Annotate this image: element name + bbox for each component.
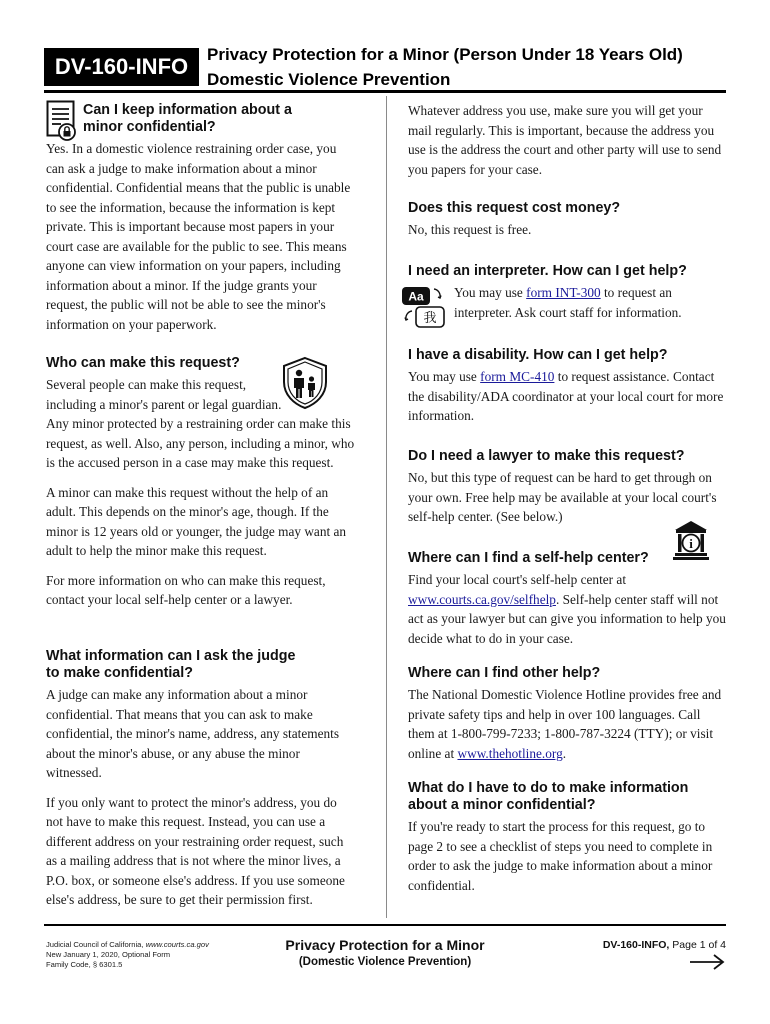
heading-line1: Can I keep information about a <box>83 102 292 118</box>
section-disability <box>408 347 726 426</box>
heading-line1: What information can I ask the judge <box>46 648 296 664</box>
paragraph-text: Find your local court's self-help center at <box>408 572 627 587</box>
paragraph: If you're ready to start the process for this request, go to page 2 to see a checklist of steps you need to complete in order to ask the judge to make information about a minor confidential. <box>408 819 713 893</box>
paragraph <box>454 283 726 322</box>
footer-right <box>540 938 726 952</box>
section-address-note <box>408 101 726 179</box>
language-translate-icon <box>400 285 448 331</box>
section-heading: Where can I find a self-help center? <box>408 550 649 566</box>
heading-line2: about a minor confidential? <box>408 797 596 813</box>
paragraph-text: You may use <box>408 369 481 384</box>
section-how-to-request <box>408 780 726 895</box>
page-title <box>207 42 747 92</box>
column-divider <box>386 96 387 918</box>
footer-revision: New January 1, 2020, Optional Form <box>46 950 171 959</box>
paragraph <box>408 367 726 426</box>
section-heading: Who can make this request? <box>46 355 240 371</box>
paragraph: A minor can make this request without the help of an adult. This depends on the minor's age, though. If the minor is 12 years old or younger, the judge may want an adult to help the minor make this request. <box>46 484 347 558</box>
courthouse-info-icon <box>672 518 710 562</box>
paragraph-text: to request an interpreter. Ask court staff for information. <box>454 285 682 320</box>
paragraph-text: to request assistance. Contact the disability/ADA coordinator at your local court for more information. <box>408 369 724 423</box>
footer-title: Privacy Protection for a Minor <box>285 937 485 953</box>
footer-publisher <box>46 940 266 950</box>
paragraph: If you only want to protect the minor's address, you do not have to make this request. Instead, you can use a different address on your restraining order request, such as a mailing address that is not where the minor lives, a P.O. box, or someone else's address. If you use someone else's address, be sure to get their permission first. <box>46 794 345 907</box>
section-lawyer <box>408 448 726 527</box>
form-id-badge: DV-160-INFO <box>44 48 199 86</box>
header-rule <box>44 90 726 93</box>
info-icon-letter: i <box>689 536 693 551</box>
section-heading <box>83 102 356 136</box>
section-self-help-center <box>408 550 726 648</box>
footer-publisher-text: Judicial Council of California, <box>46 940 146 949</box>
paragraph-text: Any minor protected by a restraining order can make this request, as well. Also, any person, including a minor, who is the accused person in a case may make this request. <box>46 416 355 470</box>
paragraph: No, but this type of request can be hard to get through on your own. Free help may be available at your local court's self-help center. (See below.) <box>408 470 717 524</box>
self-help-link[interactable]: www.courts.ca.gov/selfhelp <box>408 591 556 607</box>
section-interpreter <box>408 263 726 322</box>
paragraph: For more information on who can make this request, contact your local self-help center or a lawyer. <box>46 572 326 607</box>
paragraph-text: The National Domestic Violence Hotline provides free and private safety tips and help in over 100 languages. Call them at 1-800-799-7233; 1-800-787-3224 (TTY); or visit online at <box>408 687 722 761</box>
section-heading: I need an interpreter. How can I get help? <box>408 263 687 279</box>
page-title-line1: Privacy Protection for a Minor (Person Under 18 Years Old) <box>207 45 683 64</box>
footer-subtitle: (Domestic Violence Prevention) <box>298 956 472 968</box>
paragraph: No, this request is free. <box>408 222 532 237</box>
paragraph-line: Several people can make this request, <box>46 377 247 392</box>
language-icon-chinese: 我 <box>423 311 437 326</box>
footer-code: Family Code, § 6301.5 <box>46 960 123 969</box>
paragraph-line: including a minor's parent or legal guardian. <box>46 396 282 412</box>
section-heading <box>46 648 356 682</box>
hotline-link[interactable]: www.thehotline.org <box>457 745 563 761</box>
form-mc-410-link[interactable]: form MC-410 <box>480 369 555 384</box>
section-what-information <box>46 648 356 910</box>
footer-page-number: Page 1 of 4 <box>669 939 726 951</box>
section-cost <box>408 200 726 240</box>
section-heading: Does this request cost money? <box>408 200 621 216</box>
paragraph-text: You may use <box>454 285 527 300</box>
heading-line2: to make confidential? <box>46 665 193 681</box>
paragraph-text: . <box>562 745 567 761</box>
page-title-line2: Domestic Violence Prevention <box>207 70 451 89</box>
section-heading: Where can I find other help? <box>408 665 601 681</box>
section-heading <box>408 780 726 814</box>
shield-family-icon <box>280 356 330 410</box>
footer-rule <box>44 924 726 926</box>
footer-site: www.courts.ca.gov <box>145 940 209 949</box>
paragraph <box>408 685 726 763</box>
paragraph <box>408 570 726 648</box>
section-heading: I have a disability. How can I get help? <box>408 347 668 363</box>
section-other-help <box>408 665 726 763</box>
footer-form-id: DV-160-INFO, <box>602 939 670 951</box>
footer-left <box>46 940 266 970</box>
footer-center <box>260 936 510 970</box>
language-icon-latin: Aa <box>408 289 424 304</box>
paragraph: Whatever address you use, make sure you will get your mail regularly. This is important, because the address you use is the address the court and other party will use to send you papers for your case. <box>408 103 722 177</box>
section-heading: Do I need a lawyer to make this request? <box>408 448 685 464</box>
heading-line1: What do I have to do to make information <box>408 780 689 796</box>
heading-line2: minor confidential? <box>83 119 216 135</box>
paragraph-text: . Self-help center staff will not act as your lawyer but can give you information to help you decide what to do in your case. <box>408 591 726 646</box>
section-keep-confidential <box>46 102 356 334</box>
form-int-300-link[interactable]: form INT-300 <box>526 285 601 300</box>
paragraph: A judge can make any information about a minor confidential. That means that you can ask to make confidential, the minor's name, address, any statements about the minor's abuse, or any abuse the minor witnessed. <box>46 687 339 780</box>
next-page-arrow-icon[interactable] <box>688 952 728 972</box>
paragraph: Yes. In a domestic violence restraining order case, you can ask a judge to make information about a minor confidential. Confidential means that the public is unable to see the information, because the information is kept private. This is important because most papers in your court case are available for the public to see. This means anyone can view information on your papers, including information about a minor. If the judge grants your request, the public will not be able to see the minor's information on your paperwork. <box>46 141 351 332</box>
